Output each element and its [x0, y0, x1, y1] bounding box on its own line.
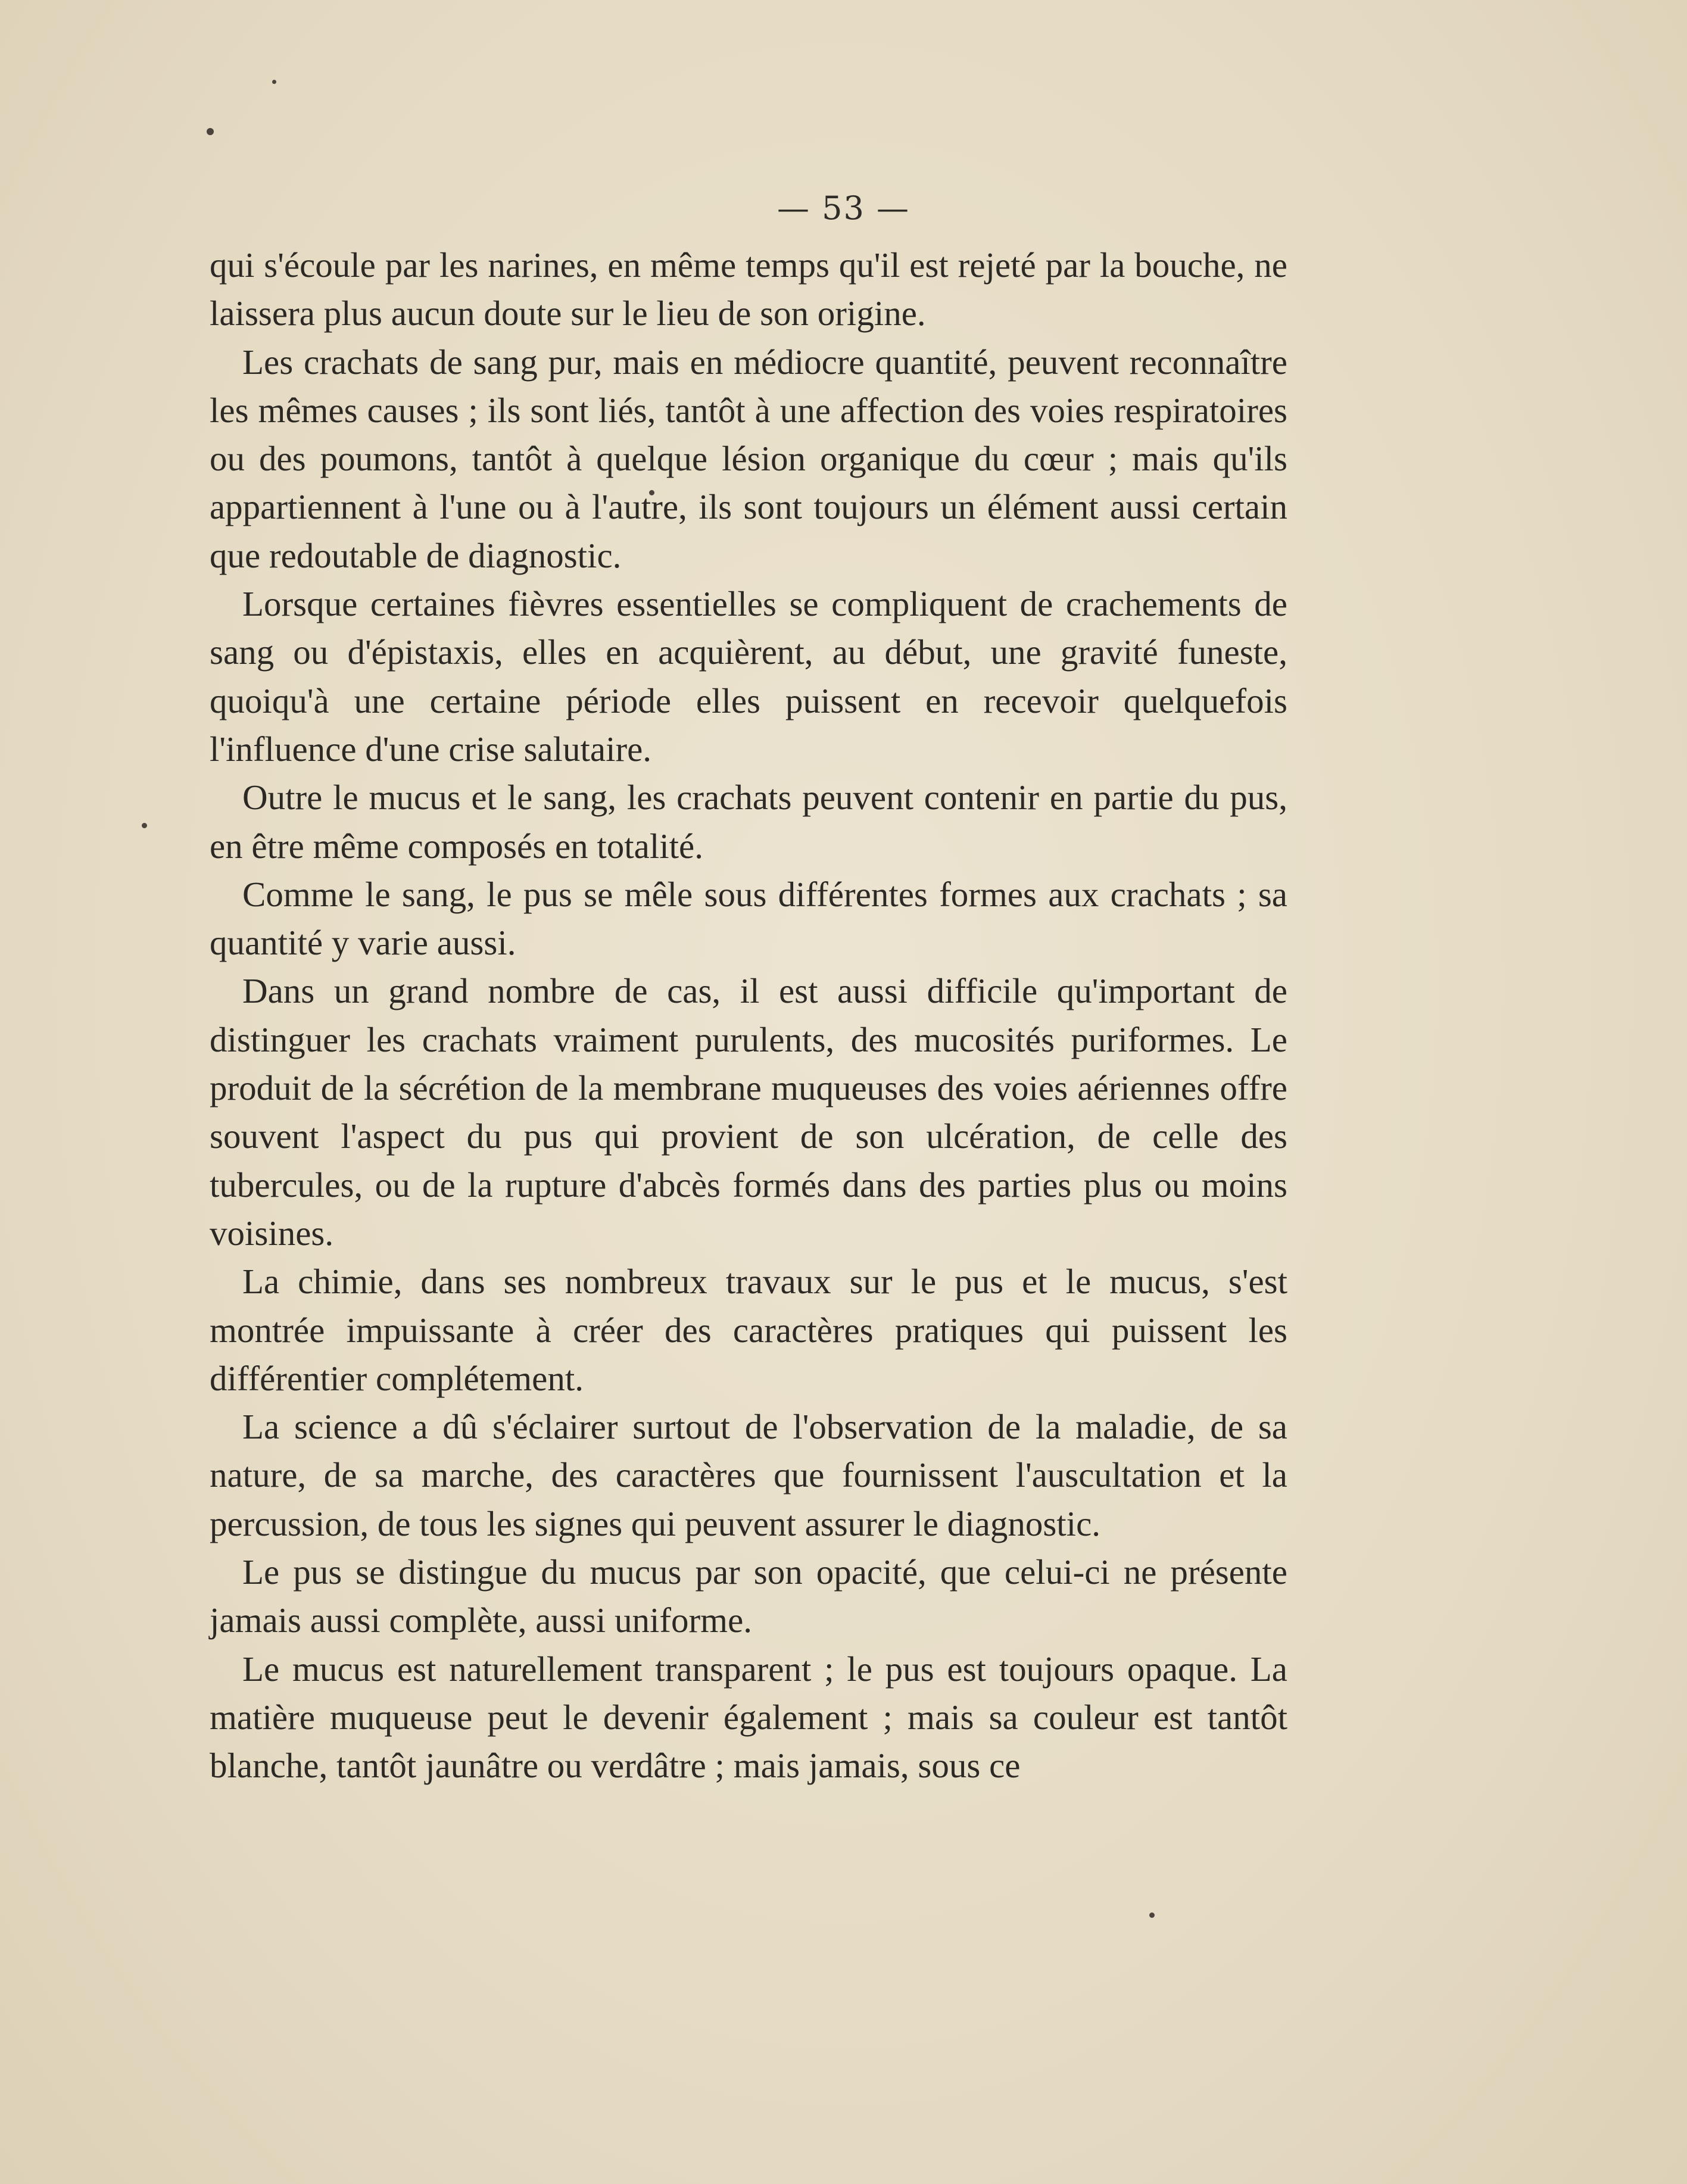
paragraph: Lorsque certaines fièvres essentielles se compliquent de crachements de sang ou d'épistaxis, elles en acquièrent, au début, une gravité funeste, quoiqu'à une certaine période elles puissent en recevoir quelquefois l'influence d'une crise salutaire. [210, 584, 1287, 769]
paragraph: Les crachats de sang pur, mais en médiocre quantité, peuvent reconnaître les mêmes causes ; ils sont liés, tantôt à une affection des voies respiratoires ou des poumons, tantôt à quelque lésion organique du cœur ; mais qu'ils appartiennent à l'une ou à l'autre, ils sont toujours un élément aussi certain que redoutable de diagnostic. [210, 342, 1287, 575]
paragraph: Outre le mucus et le sang, les crachats peuvent contenir en partie du pus, en être même composés en totalité. [210, 778, 1287, 866]
paper-speck [272, 80, 276, 84]
page-number: — 53 — [777, 189, 910, 227]
paragraph: Dans un grand nombre de cas, il est aussi difficile qu'important de distinguer les crachats vraiment purulents, des mucosités puriformes. Le produit de la sécrétion de la membrane muqueuses des voies aériennes offre souvent l'aspect du pus qui provient de son ulcération, de celle des tubercules, ou de la rupture d'abcès formés dans des parties plus ou moins voisines. [210, 971, 1287, 1253]
paragraph: Le mucus est naturellement transparent ; le pus est toujours opaque. La matière muqueuse peut le devenir également ; mais sa couleur est tantôt blanche, tantôt jaunâtre ou verdâtre ; mais jamais, sous ce [210, 1649, 1287, 1786]
paragraph: qui s'écoule par les narines, en même temps qu'il est rejeté par la bouche, ne laissera plus aucun doute sur le lieu de son origine. [210, 245, 1287, 333]
paragraph: La science a dû s'éclairer surtout de l'observation de la maladie, de sa nature, de sa marche, des caractères que fournissent l'auscultation et la percussion, de tous les signes qui peuvent assurer le diagnostic. [210, 1407, 1287, 1543]
paragraph: La chimie, dans ses nombreux travaux sur le pus et le mucus, s'est montrée impuissante à créer des caractères pratiques qui puissent les différentier complétement. [210, 1262, 1287, 1398]
paper-speck [142, 823, 147, 828]
body-text [210, 241, 1287, 1790]
paper-speck [1149, 1912, 1155, 1918]
paragraph: Comme le sang, le pus se mêle sous différentes formes aux crachats ; sa quantité y varie aussi. [210, 874, 1287, 963]
paragraph: Le pus se distingue du mucus par son opacité, que celui-ci ne présente jamais aussi complète, aussi uniforme. [210, 1552, 1287, 1640]
paper-speck [207, 128, 214, 135]
